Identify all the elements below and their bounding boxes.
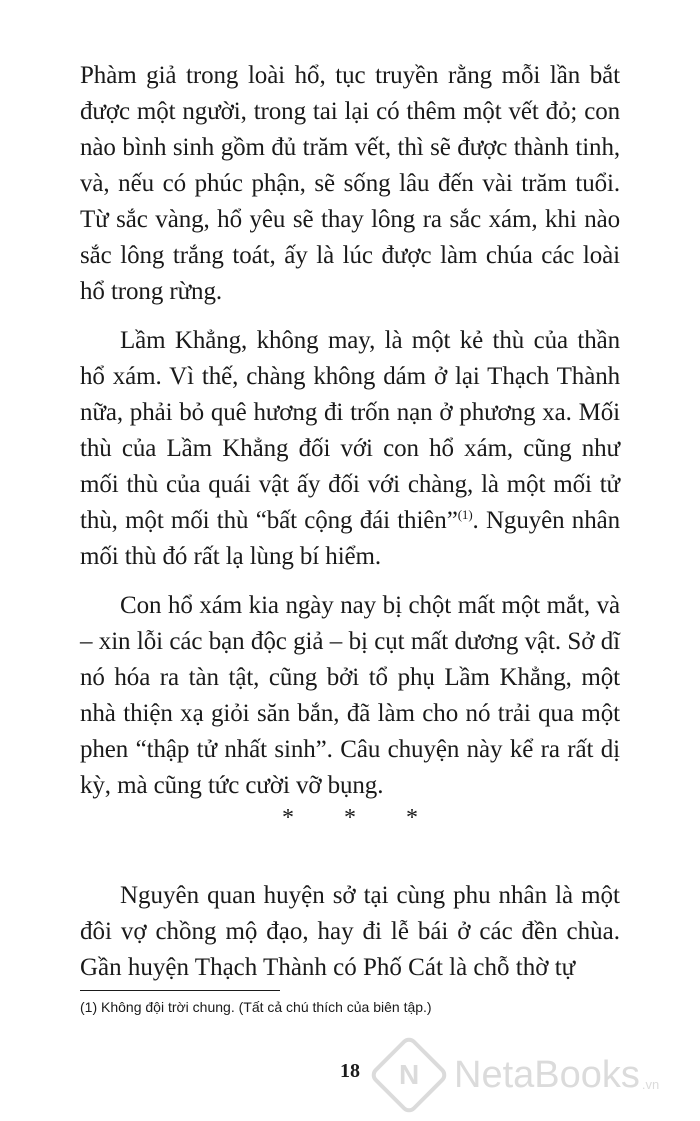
body-text-continued	[80, 878, 620, 986]
watermark-suffix: .vn	[641, 1077, 660, 1092]
footnote-reference[interactable]: (1)	[457, 507, 473, 522]
paragraph-2	[80, 323, 620, 575]
page-number: 18	[340, 1060, 360, 1082]
footnote-divider	[80, 990, 280, 991]
paragraph-2-text-end: . Nguyên nhân mối thù đó rất lạ lùng bí hiểm.	[80, 507, 620, 570]
section-separator: * * *	[282, 805, 440, 831]
watermark-logo-letter: N	[398, 1058, 420, 1090]
netabooks-logo-icon	[368, 1034, 450, 1116]
paragraph-3: Con hổ xám kia ngày nay bị chột mất một mắt, và – xin lỗi các bạn độc giả – bị cụt mất dương vật. Sở dĩ nó hóa ra tàn tật, cũng bởi tổ phụ Lầm Khẳng, một nhà thiện xạ giỏi săn bắn, đã làm cho nó trải qua một phen “thập tử nhất sinh”. Câu chuyện này kể ra rất dị kỳ, mà cũng tức cười vỡ bụng.	[80, 592, 620, 799]
footnote: (1) Không đội trời chung. (Tất cả chú thích của biên tập.)	[80, 999, 432, 1015]
body-text	[80, 58, 620, 817]
watermark	[372, 1040, 694, 1110]
paragraph-2-text: Lầm Khẳng, không may, là một kẻ thù của thần hổ xám. Vì thế, chàng không dám ở lại Thạch Thành nữa, phải bỏ quê hương đi trốn nạn ở phương xa. Mối thù của Lầm Khẳng đối với con hổ xám, cũng như mối thù của quái vật ấy đối với chàng, là một mối tử thù, một mối thù “bất cộng đái thiên”	[80, 327, 620, 534]
watermark-text: NetaBooks	[454, 1053, 640, 1096]
paragraph-4: Nguyên quan huyện sở tại cùng phu nhân là một đôi vợ chồng mộ đạo, hay đi lễ bái ở các đền chùa. Gần huyện Thạch Thành có Phố Cát là chỗ thờ tự	[80, 882, 620, 981]
paragraph-1: Phàm giả trong loài hổ, tục truyền rằng mỗi lần bắt được một người, trong tai lại có thêm một vết đỏ; con nào bình sinh gồm đủ trăm vết, thì sẽ được thành tinh, và, nếu có phúc phận, sẽ sống lâu đến vài trăm tuổi. Từ sắc vàng, hổ yêu sẽ thay lông ra sắc xám, khi nào sắc lông trắng toát, ấy là lúc được làm chúa các loài hổ trong rừng.	[80, 62, 620, 305]
